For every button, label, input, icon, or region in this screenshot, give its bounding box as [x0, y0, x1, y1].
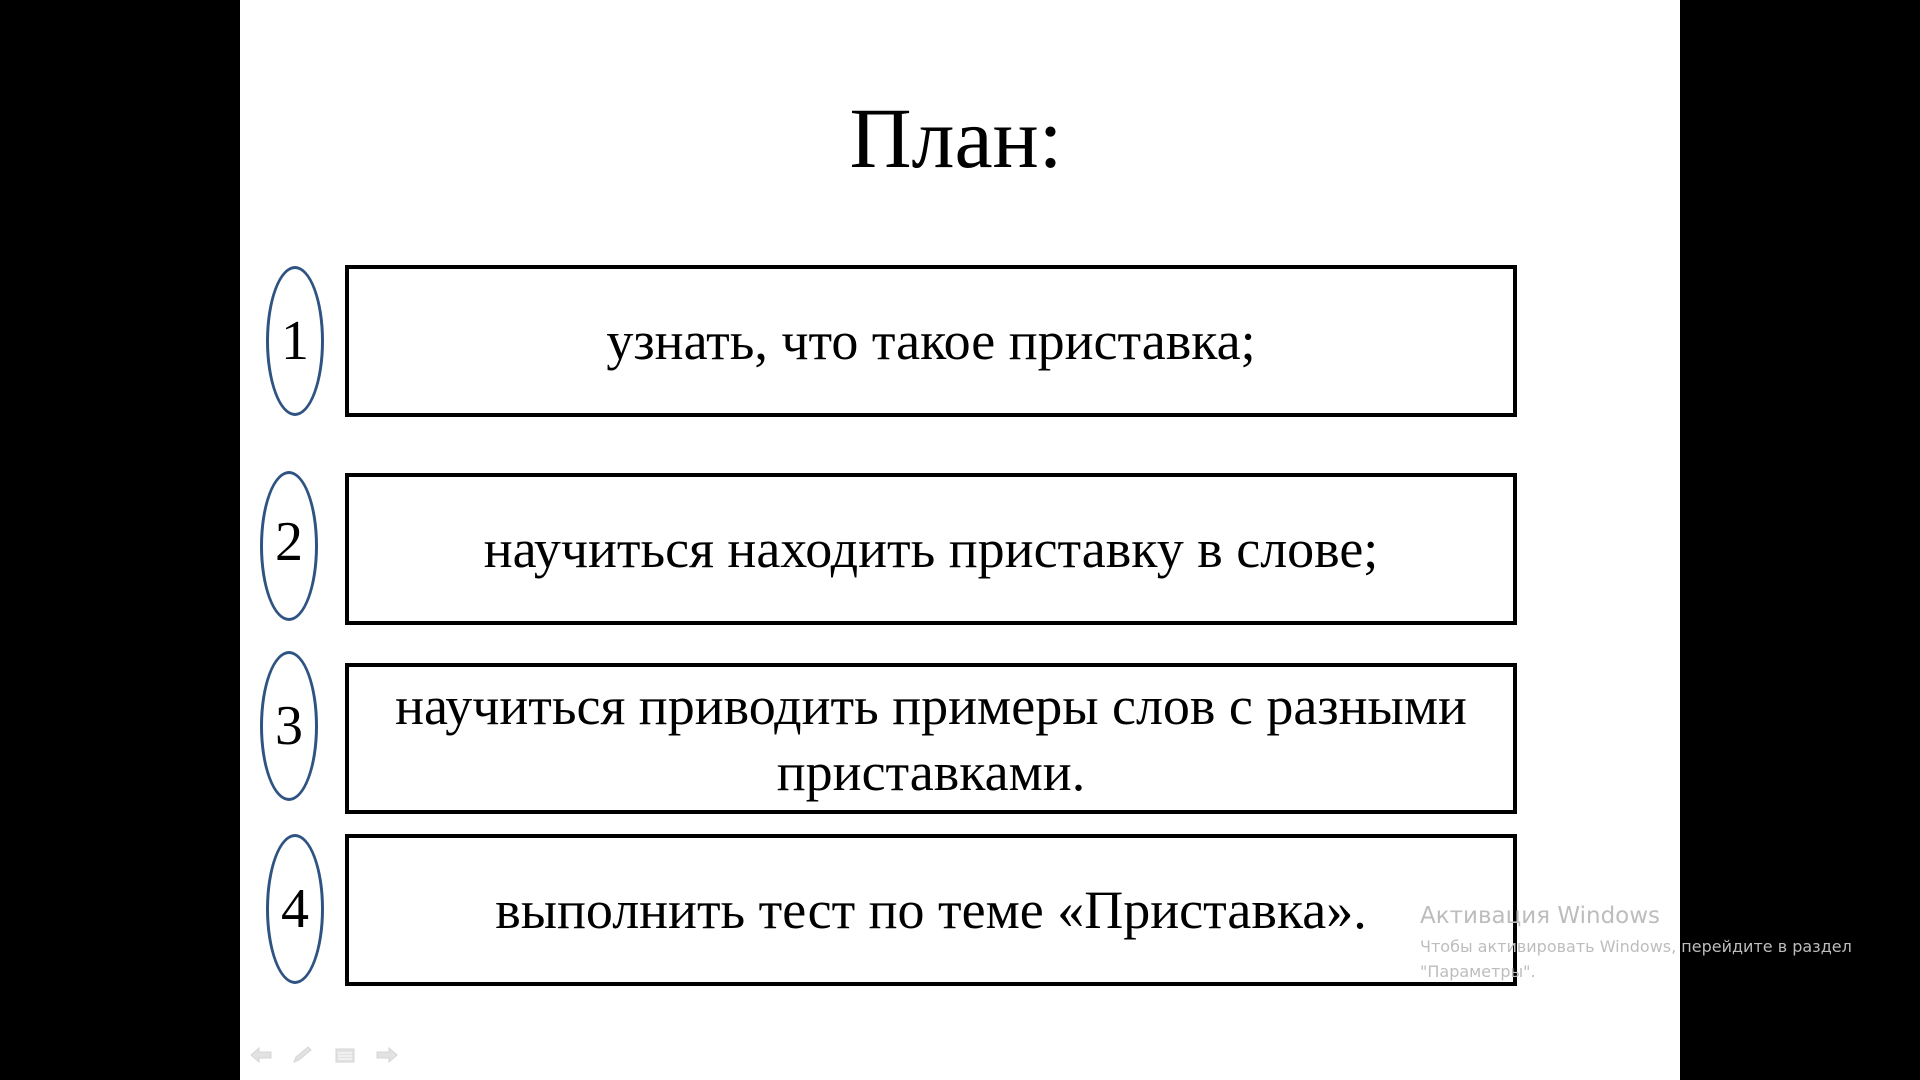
menu-icon[interactable]	[332, 1044, 358, 1066]
watermark-title: Активация Windows	[1420, 903, 1661, 929]
watermark-subtitle: Чтобы активировать Windows, перейдите в раздел "Параметры".	[1420, 937, 1852, 981]
pen-icon[interactable]	[290, 1044, 316, 1066]
plan-item-number: 1	[266, 266, 324, 416]
plan-item-box: научиться приводить примеры слов с разными приставками.	[345, 663, 1517, 814]
arrow-left-icon[interactable]	[248, 1044, 274, 1066]
slideshow-toolbar	[248, 1042, 400, 1068]
plan-item-number: 3	[260, 651, 318, 801]
plan-item-number: 4	[266, 834, 324, 984]
plan-item-box: узнать, что такое приставка;	[345, 265, 1517, 417]
plan-item-box: выполнить тест по теме «Приставка».	[345, 834, 1517, 986]
slide-title: План:	[849, 90, 1063, 186]
arrow-right-icon[interactable]	[374, 1044, 400, 1066]
plan-item-box: научиться находить приставку в слове;	[345, 473, 1517, 625]
plan-item-number: 2	[260, 471, 318, 621]
slide	[240, 0, 1680, 1080]
